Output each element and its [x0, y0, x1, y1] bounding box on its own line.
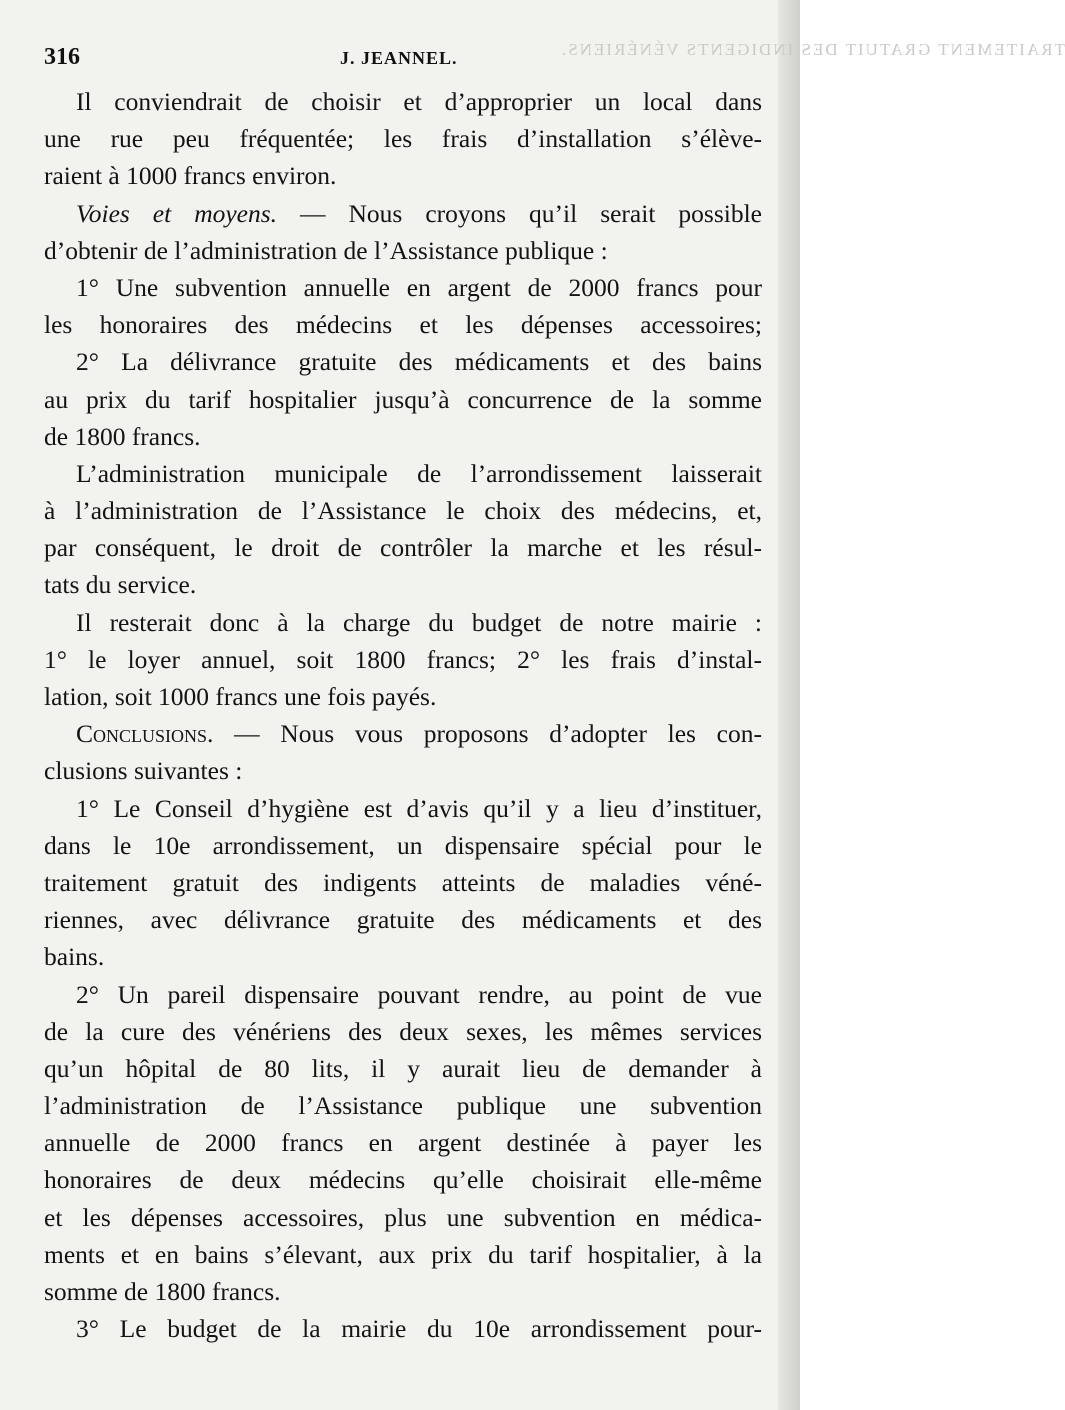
page-edge-shadow [778, 0, 800, 1410]
text-line: 3° Le budget de la mairie du 10e arrondissement pour- [76, 1314, 762, 1344]
text-line: au prix du tarif hospitalier jusqu’à concurrence de la somme [44, 384, 762, 414]
text-line: Il conviendrait de choisir et d’approprier un local dans [76, 87, 762, 116]
text-line: 2° Un pareil dispensaire pouvant rendre, au point de vue [76, 979, 762, 1009]
text-line: lation, soit 1000 francs une fois payés. [44, 682, 437, 711]
text-line: clusions suivantes : [44, 756, 243, 786]
text-line: à l’administration de l’Assistance le choix des médecins, et, [44, 496, 762, 526]
text-line: traitement gratuit des indigents atteints de maladies véné- [44, 867, 762, 897]
text-line: somme de 1800 francs. [44, 1277, 281, 1306]
text-line: honoraires de deux médecins qu’elle choisirait elle-même [44, 1165, 762, 1195]
text-line: les honoraires des médecins et les dépenses accessoires; [44, 310, 762, 340]
page-header [44, 44, 764, 72]
text-line: d’obtenir de l’administration de l’Assistance publique : [44, 235, 608, 265]
text-line: qu’un hôpital de 80 lits, il y aurait lieu de demander à [44, 1053, 762, 1083]
text-line: bains. [44, 942, 105, 972]
text-line: raient à 1000 francs environ. [44, 161, 337, 191]
text-line: de 1800 francs. [44, 421, 201, 451]
body-text [44, 83, 762, 1347]
text-line: une rue peu fréquentée; les frais d’installation s’élève- [44, 124, 762, 154]
text-line [44, 195, 762, 232]
text-line: 1° le loyer annuel, soit 1800 francs; 2° les frais d’instal- [44, 644, 762, 674]
text-line: et les dépenses accessoires, plus une subvention en médica- [44, 1202, 762, 1232]
text-line: 1° Une subvention annuelle en argent de 2000 francs pour [76, 272, 762, 302]
text-fragment: — Nous vous proposons d’adopter les con- [213, 719, 762, 749]
text-line: de la cure des vénériens des deux sexes, les mêmes services [44, 1016, 762, 1046]
bleed-through-header: TRAITEMENT GRATUIT DES INDIGENTS VÉNÉRIENS. [560, 40, 1065, 59]
text-line: Il resterait donc à la charge du budget de notre mairie : [76, 607, 762, 637]
text-line: 2° La délivrance gratuite des médicaments et des bains [76, 347, 762, 377]
text-line: par conséquent, le droit de contrôler la marche et les résul- [44, 533, 762, 563]
text-line: 1° Le Conseil d’hygiène est d’avis qu’il y a lieu d’instituer, [76, 793, 762, 823]
section-heading-voies: Voies et moyens. [76, 198, 278, 228]
page-number: 316 [44, 44, 80, 70]
text-line: riennes, avec délivrance gratuite des médicaments et des [44, 905, 762, 935]
text-line [44, 715, 762, 752]
text-line: ments et en bains s’élevant, aux prix du tarif hospitalier, à la [44, 1239, 762, 1269]
text-fragment: — Nous croyons qu’il serait possible [277, 198, 762, 228]
text-line: l’administration de l’Assistance publique une subvention [44, 1091, 762, 1121]
running-head: J. JEANNEL. [340, 48, 458, 68]
section-heading-conclusions: Conclusions. [76, 719, 214, 749]
text-line: L’administration municipale de l’arrondissement laisserait [76, 458, 762, 488]
text-line: dans le 10e arrondissement, un dispensaire spécial pour le [44, 830, 762, 860]
text-line: annuelle de 2000 francs en argent destinée à payer les [44, 1128, 762, 1158]
text-line: tats du service. [44, 570, 197, 600]
